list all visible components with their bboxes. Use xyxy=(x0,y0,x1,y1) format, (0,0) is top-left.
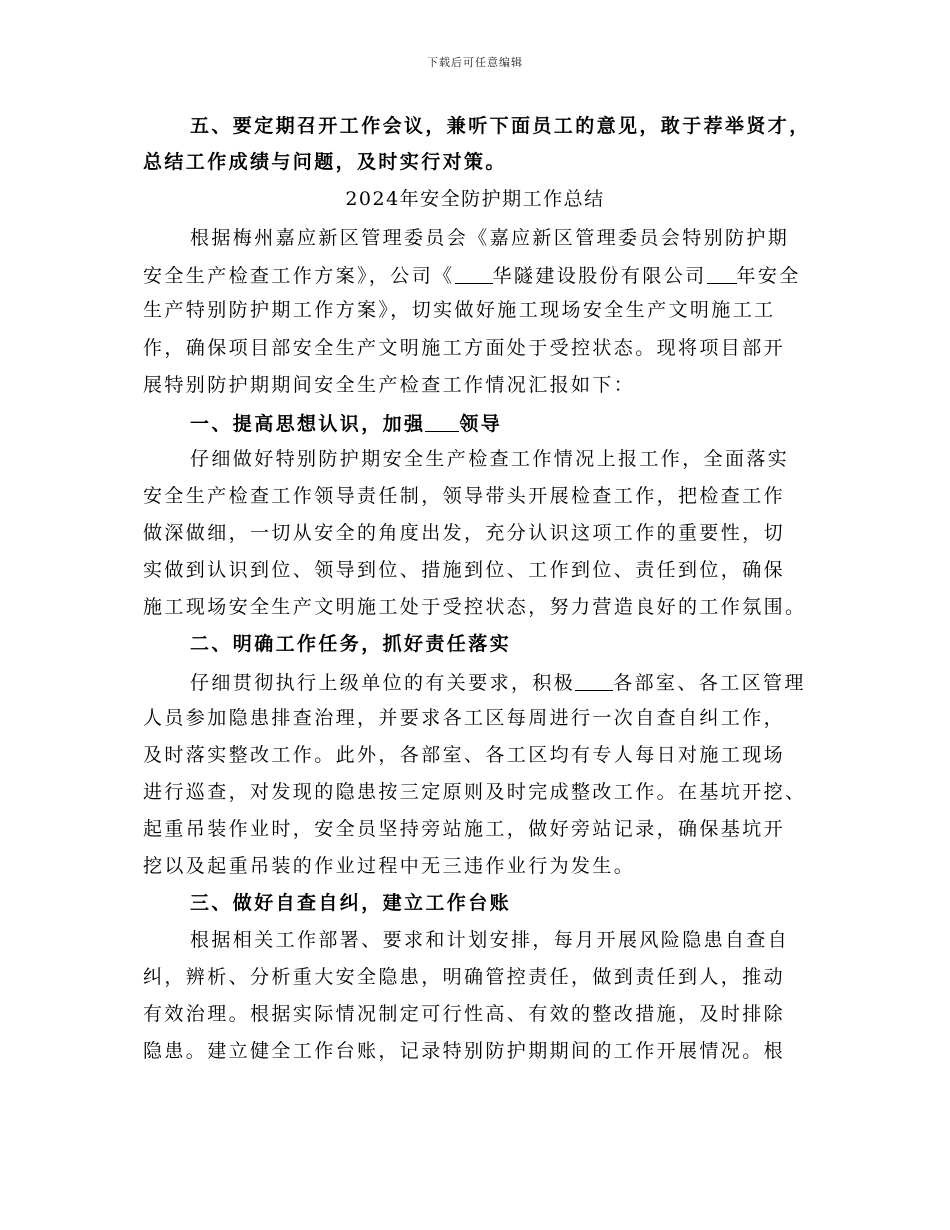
intro-line3: 生产特别防护期工作方案》，切实做好施工现场安全生产文明施工工 xyxy=(143,299,776,321)
intro-line2 xyxy=(143,265,801,286)
section2-line5: 起重吊装作业时，安全员坚持旁站施工，做好旁站记录，确保基坑开 xyxy=(143,818,786,840)
page-header-note: 下载后可任意编辑 xyxy=(427,56,523,69)
section2-line4: 进行巡查，对发现的隐患按三定原则及时完成整改工作。在基坑开挖、 xyxy=(143,781,807,803)
section1-line5: 施工现场安全生产文明施工处于受控状态，努力营造良好的工作氛围。 xyxy=(143,596,807,618)
point5-line1: 五、要定期召开工作会议，兼听下面员工的意见，敢于荐举贤才， xyxy=(190,115,811,137)
fill-in-blank xyxy=(707,265,737,284)
fill-in-blank xyxy=(455,265,493,284)
intro-line2-b: 华隧建设股份有限公司 xyxy=(492,265,707,287)
section1-heading-b: 领导 xyxy=(459,413,503,435)
section1-heading xyxy=(190,413,502,434)
section1-heading-a: 一、提高思想认识，加强 xyxy=(190,413,426,435)
intro-line1: 根据梅州嘉应新区管理委员会《嘉应新区管理委员会特别防护期 xyxy=(190,227,790,249)
section3-line2: 纠，辨析、分析重大安全隐患，明确管控责任，做到责任到人，推动 xyxy=(143,966,786,988)
intro-line2-c: 年安全 xyxy=(736,265,801,287)
section3-line1: 根据相关工作部署、要求和计划安排，每月开展风险隐患自查自 xyxy=(190,929,790,951)
section2-line6: 挖以及起重吊装的作业过程中无三违作业行为发生。 xyxy=(143,855,636,877)
section2-line1-a: 仔细贯彻执行上级单位的有关要求，积极 xyxy=(190,672,576,694)
section2-heading: 二、明确工作任务，抓好责任落实 xyxy=(190,633,512,655)
section2-line1-b: 各部室、各工区管理 xyxy=(613,672,806,694)
section2-line2: 人员参加隐患排查治理，并要求各工区每周进行一次自查自纠工作， xyxy=(143,707,786,729)
section3-line3: 有效治理。根据实际情况制定可行性高、有效的整改措施，及时排除 xyxy=(143,1003,786,1025)
section2-line3: 及时落实整改工作。此外，各部室、各工区均有专人每日对施工现场 xyxy=(143,744,786,766)
section1-line1: 仔细做好特别防护期安全生产检查工作情况上报工作，全面落实 xyxy=(190,448,790,470)
fill-in-blank xyxy=(425,413,459,432)
section2-line1 xyxy=(190,672,806,693)
section1-line4: 实做到认识到位、领导到位、措施到位、工作到位、责任到位，确保 xyxy=(143,559,786,581)
section3-line4: 隐患。建立健全工作台账，记录特别防护期期间的工作开展情况。根 xyxy=(143,1040,786,1062)
section3-heading: 三、做好自查自纠，建立工作台账 xyxy=(190,892,512,914)
intro-line5: 展特别防护期期间安全生产检查工作情况汇报如下： xyxy=(143,374,636,396)
section1-line2: 安全生产检查工作领导责任制，领导带头开展检查工作，把检查工作 xyxy=(143,485,786,507)
fill-in-blank xyxy=(575,672,613,691)
document-title: 2024年安全防护期工作总结 xyxy=(345,188,605,210)
point5-line2: 总结工作成绩与问题，及时实行对策。 xyxy=(143,151,507,173)
section1-line3: 做深做细，一切从安全的角度出发，充分认识这项工作的重要性，切 xyxy=(143,522,786,544)
intro-line4: 作，确保项目部安全生产文明施工方面处于受控状态。现将项目部开 xyxy=(143,337,786,359)
intro-line2-a: 安全生产检查工作方案》，公司《 xyxy=(143,265,455,287)
